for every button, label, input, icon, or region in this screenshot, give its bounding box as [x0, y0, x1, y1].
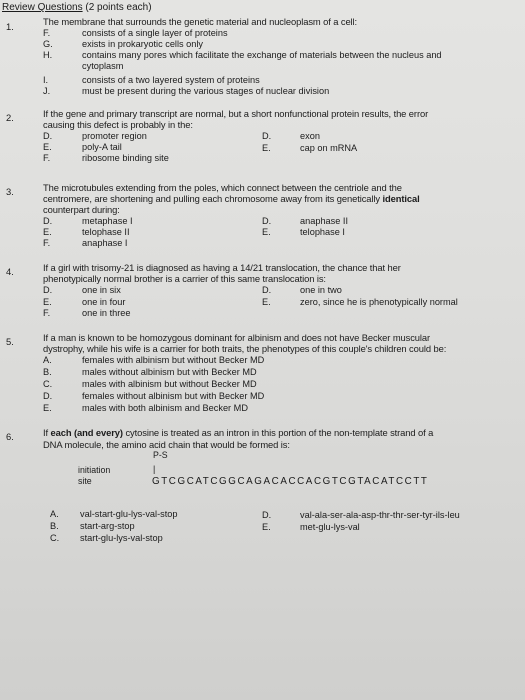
q6-site-marker: |: [153, 464, 156, 474]
q6-initiation-label: initiation: [78, 465, 111, 475]
q6-option-text: val-ala-ser-ala-asp-thr-thr-ser-tyr-ils-leu: [300, 510, 460, 520]
q4-stem-line: If a girl with trisomy-21 is diagnosed as having a 14/21 translocation, the chance that her: [43, 262, 401, 273]
q6-option-letter: D.: [262, 510, 272, 520]
q2-option-letter: F.: [43, 153, 51, 163]
q4-option-text: one in two: [300, 285, 342, 295]
q2-option-text: exon: [300, 131, 320, 141]
q2-option-letter: E.: [43, 142, 52, 152]
q6-option-letter: A.: [50, 509, 59, 519]
q2-option-text: ribosome binding site: [82, 153, 169, 163]
q2-option-letter: D.: [43, 131, 53, 141]
q5-option-letter: D.: [43, 391, 53, 401]
q4-option-letter: F.: [43, 308, 51, 318]
q6-option-text: val-start-glu-lys-val-stop: [80, 509, 178, 519]
q3-option-letter: F.: [43, 238, 51, 248]
q1-stem: The membrane that surrounds the genetic material and nucleoplasm of a cell:: [43, 16, 358, 27]
q2-option-letter: D.: [262, 131, 272, 141]
q5-number: 5.: [6, 336, 14, 347]
q5-option-text: females with albinism but without Becker MD: [82, 355, 265, 365]
q1-option-letter: G.: [43, 39, 53, 49]
q6-stem-lead: If: [43, 427, 49, 438]
q2-option-text: poly-A tail: [82, 142, 122, 152]
q3-option-text: anaphase I: [82, 238, 128, 248]
q3-option-text: anaphase II: [300, 216, 349, 226]
page-header: [2, 3, 152, 13]
q6-stem-line: DNA molecule, the amino acid chain that would be formed is:: [43, 439, 290, 450]
q5-option-letter: B.: [43, 367, 52, 377]
header-title: Review Questions: [2, 2, 83, 13]
q1-option-text: exists in prokaryotic cells only: [82, 39, 204, 49]
q4-option-letter: D.: [43, 285, 53, 295]
q6-option-text: start-glu-lys-val-stop: [80, 533, 163, 543]
q5-option-letter: C.: [43, 379, 53, 389]
q4-option-letter: D.: [262, 285, 272, 295]
q2-stem-line: causing this defect is probably in the:: [43, 119, 193, 130]
q1-option-letter: I.: [43, 75, 49, 85]
q5-stem-line: If a man is known to be homozygous dominant for albinism and does not have Becker muscular: [43, 332, 431, 343]
q3-option-letter: D.: [43, 216, 53, 226]
q1-option-text: contains many pores which facilitate the exchange of materials between the nucleus and: [82, 50, 442, 60]
q3-option-letter: E.: [262, 227, 271, 237]
q3-option-text: metaphase I: [82, 216, 133, 226]
q2-option-text: cap on mRNA: [300, 143, 358, 153]
q1-option-letter: H.: [43, 50, 53, 60]
q4-option-letter: E.: [43, 297, 52, 307]
q6-stem-emphasis: each (and every): [50, 427, 123, 438]
q6-stem-rest: cytosine is treated as an intron in this portion of the non-template strand of a: [125, 427, 434, 438]
q5-option-text: females without albinism but with Becker MD: [82, 391, 265, 401]
q5-option-text: males with albinism but without Becker MD: [82, 379, 257, 389]
q4-option-text: zero, since he is phenotypically normal: [300, 297, 458, 307]
q5-option-letter: A.: [43, 355, 52, 365]
q1-option-text: consists of a single layer of proteins: [82, 28, 228, 38]
q6-stem-line: [43, 428, 433, 437]
q4-option-letter: E.: [262, 297, 271, 307]
q6-number: 6.: [6, 431, 14, 442]
q4-option-text: one in six: [82, 285, 121, 295]
q1-option-text: cytoplasm: [82, 61, 124, 71]
q5-option-text: males without albinism but with Becker MD: [82, 367, 257, 377]
q6-option-letter: C.: [50, 533, 60, 543]
q6-dna-sequence: GTCGCATCGGCAGACACCACGTCGTACATCCTT: [152, 476, 429, 487]
q3-option-text: telophase I: [300, 227, 345, 237]
q4-option-text: one in three: [82, 308, 131, 318]
q4-number: 4.: [6, 266, 14, 277]
q3-stem-line: counterpart during:: [43, 204, 120, 215]
header-points: (2 points each): [85, 2, 152, 13]
q1-option-letter: F.: [43, 28, 51, 38]
q5-option-letter: E.: [43, 403, 52, 413]
q3-stem-emphasis: identical: [382, 193, 420, 204]
q6-option-letter: E.: [262, 522, 271, 532]
q3-number: 3.: [6, 186, 14, 197]
q1-option-text: must be present during the various stages of nuclear division: [82, 86, 330, 96]
q6-option-letter: B.: [50, 521, 59, 531]
q1-option-letter: J.: [43, 86, 51, 96]
q2-stem-line: If the gene and primary transcript are normal, but a short nonfunctional protein results, the error: [43, 108, 429, 119]
q3-option-text: telophase II: [82, 227, 130, 237]
q2-option-text: promoter region: [82, 131, 147, 141]
q5-option-text: males with both albinism and Becker MD: [82, 403, 248, 413]
q6-site-label: site: [78, 476, 92, 486]
q1-number: 1.: [6, 21, 14, 32]
q6-option-text: met-glu-lys-val: [300, 522, 360, 532]
q3-stem-text: centromere, are shortening and pulling each chromosome away from its genetically: [43, 193, 380, 204]
q3-stem-line: [43, 194, 420, 203]
q6-option-text: start-arg-stop: [80, 521, 135, 531]
q3-option-letter: E.: [43, 227, 52, 237]
q3-stem-line: The microtubules extending from the poles, which connect between the centriole and the: [43, 182, 402, 193]
q6-ps-label: P-S: [153, 450, 168, 460]
q1-option-text: consists of a two layered system of proteins: [82, 75, 260, 85]
q5-stem-line: dystrophy, while his wife is a carrier for both traits, the phenotypes of this couple's children could be:: [43, 343, 447, 354]
q4-stem-line: phenotypically normal brother is a carrier of this same translocation is:: [43, 273, 326, 284]
q2-option-letter: E.: [262, 143, 271, 153]
q4-option-text: one in four: [82, 297, 126, 307]
q2-number: 2.: [6, 112, 14, 123]
q3-option-letter: D.: [262, 216, 272, 226]
